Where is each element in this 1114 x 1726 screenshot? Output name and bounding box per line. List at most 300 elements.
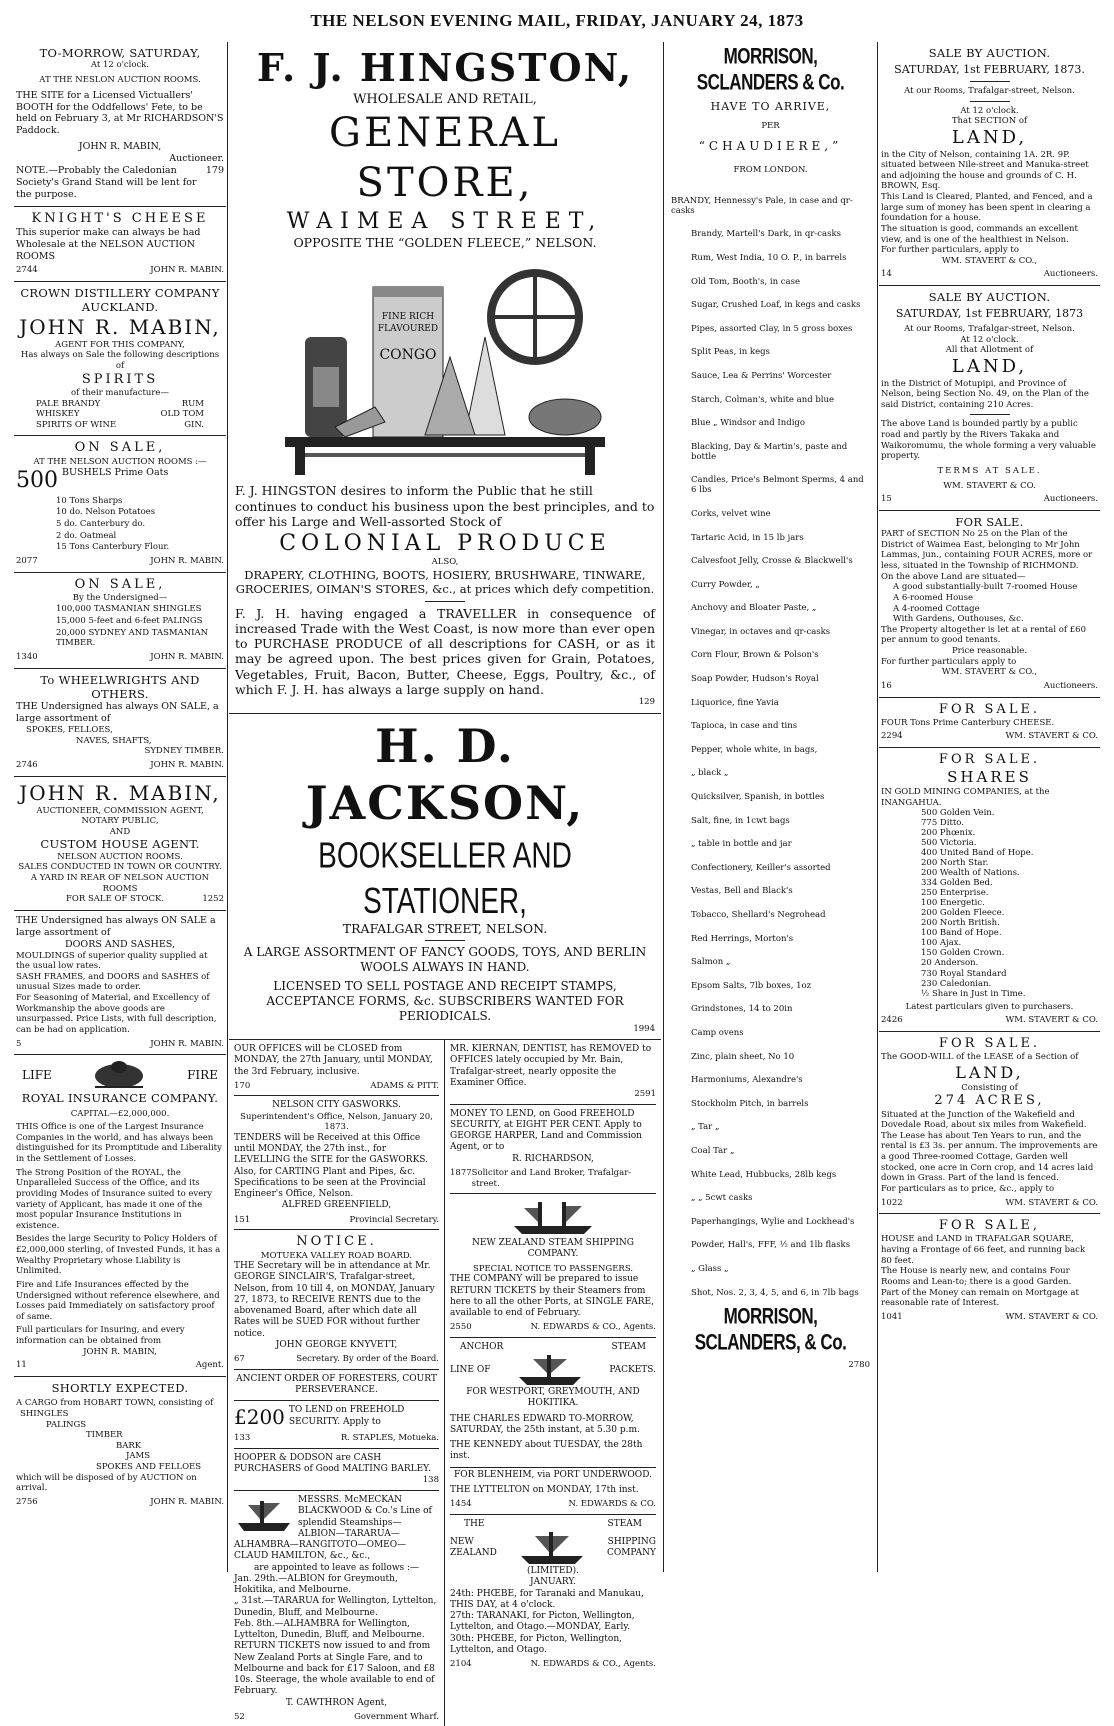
small-ads-left — [229, 1040, 445, 1726]
goods-item: Harmoniums, Alexandre's — [691, 1075, 803, 1086]
ad-for-sale-house — [879, 1214, 1100, 1327]
share-item: ½ Share in Just in Time. — [921, 988, 1026, 999]
goods-item: Zinc, plain sheet, No 10 — [691, 1051, 795, 1062]
ad-signature: T. CAWTHRON Agent, — [285, 1697, 388, 1708]
ad-number: 2756 — [16, 1496, 38, 1507]
ad-ship: “CHAUDIERE,” — [698, 139, 843, 153]
ad-title: SHORTLY EXPECTED. — [51, 1380, 189, 1395]
ad-title: MORRISON, SCLANDERS & Co. — [696, 44, 845, 95]
column-1 — [14, 42, 226, 1572]
ad-line: BUSHELS Prime Oats — [62, 467, 169, 479]
ad-opposite: OPPOSITE THE “GOLDEN FLEECE,” NELSON. — [293, 235, 597, 251]
ad-title: DOORS AND SASHES, — [65, 938, 175, 950]
ad-body: THE COMPANY will be prepared to issue RETURN TICKETS by their Steamers from here to all the other Ports, at SINGLE FARE, available to end of February. — [450, 1274, 654, 1318]
ad-role: Auctioneers. — [1043, 494, 1098, 505]
ad-time: At 12 o'clock. — [90, 60, 150, 71]
list-item: 20,000 SYDNEY AND TASMANIAN TIMBER. — [56, 627, 209, 649]
ad-name: JOHN R. MABIN, — [19, 314, 221, 339]
goods-item: Rum, West India, 10 O. P., in barrels — [691, 252, 847, 263]
tin-label-1: FINE RICH — [381, 311, 435, 322]
ad-title: ROYAL INSURANCE COMPANY. — [21, 1091, 219, 1106]
ad-signature: WM. STAVERT & CO., — [941, 667, 1038, 678]
goods-item: Red Herrings, Morton's — [691, 933, 794, 944]
ad-line: FOR SALE OF STOCK. — [66, 894, 165, 905]
goods-item: Pepper, whole white, in bags, — [691, 744, 818, 755]
ad-shortly-expected — [14, 1377, 226, 1513]
ad-land: LAND, — [955, 1062, 1024, 1082]
ad-number: 1022 — [881, 1197, 903, 1208]
goods-item: Confectionery, Keiller's assorted — [691, 862, 831, 873]
ad-body: THE Secretary will be in attendance at Mr. GEORGE SINCLAIR'S, Trafalgar-street, Nelson, from 10 till 4, on MONDAY, January 27, 1873, to RECEIVE RENTS due to the abovenamed Board, after which date all Rates will be SUED FOR without further notice. — [234, 1261, 435, 1339]
ad-body: This superior make can always be had Wholesale at the NELSON AUCTION ROOMS — [16, 226, 201, 262]
ad-paragraph: On the above Land are situated— — [881, 571, 1026, 582]
spirit-item: RUM — [181, 398, 204, 409]
goods-item: Anchovy and Bloater Paste, „ — [691, 603, 817, 614]
ad-hingston — [229, 42, 661, 714]
ad-time: At 12 o'clock. — [960, 334, 1019, 345]
goods-item: Epsom Salts, 7lb boxes, 1oz — [691, 980, 812, 991]
column-3 — [665, 42, 876, 1572]
goods-item: Corn Flour, Brown & Polson's — [691, 650, 819, 661]
ad-street: TRAFALGAR STREET, NELSON. — [342, 920, 548, 936]
share-item: 20 Anderson. — [921, 958, 979, 969]
ad-for-sale-shares — [879, 748, 1100, 1032]
ad-signature: JOHN R. MABIN, — [78, 141, 162, 153]
small-ads-right — [445, 1040, 661, 1726]
ad-title: ON SALE, — [74, 440, 166, 456]
goods-item: Tobacco, Shellard's Negrohead — [691, 910, 826, 921]
list-item: BARK — [116, 1440, 142, 1451]
goods-item: Corks, velvet wine — [691, 508, 771, 519]
ad-number: 1454 — [450, 1499, 472, 1510]
spirit-item: SPIRITS OF WINE — [36, 419, 117, 430]
goods-item: Shot, Nos. 2, 3, 4, 5, and 6, in 7lb bags — [691, 1287, 859, 1298]
list-item: 10 do. Nelson Potatoes — [56, 507, 156, 518]
ad-body: THE Undersigned has always ON SALE, a large assortment of — [16, 701, 219, 725]
goods-list — [671, 189, 870, 1304]
ad-footer: MORRISON, SCLANDERS, & Co. — [694, 1304, 847, 1356]
ad-name: H. D. JACKSON, — [305, 718, 585, 831]
list-item: 15 Tons Canterbury Flour. — [56, 542, 170, 553]
ad-number: 5 — [16, 1038, 22, 1049]
ad-number: 2591 — [634, 1089, 656, 1099]
ad-life: LIFE — [22, 1067, 52, 1082]
sailing-item: THE LYTTELTON on MONDAY, 17th inst. — [450, 1484, 639, 1495]
goods-item: „ Glass „ — [691, 1263, 729, 1274]
ad-title: BOOKSELLER AND STATIONER, — [318, 834, 572, 921]
list-item: TIMBER — [86, 1430, 123, 1441]
share-item: 250 Enterprise. — [921, 888, 989, 899]
ad-sub: By the Undersigned— — [72, 592, 168, 603]
ad-knights-cheese — [14, 207, 226, 283]
goods-item: Coal Tar „ — [691, 1145, 735, 1156]
list-item: With Gardens, Outhouses, &c. — [893, 614, 1024, 625]
list-item: 15,000 5-feet and 6-feet PALINGS — [56, 616, 203, 626]
ad-number: 67 — [234, 1354, 245, 1365]
goods-item: Quicksilver, Spanish, in bottles — [691, 792, 825, 803]
ad-signature: WM. STAVERT & CO. — [1005, 1197, 1098, 1208]
column-rule — [877, 42, 878, 1572]
ad-paragraph: PART of SECTION No 25 on the Plan of the District of Waimea East, belonging to Mr John Lammas, jun., containing FOUR ACRES, more or less, situated in the Township of RICHMOND. — [881, 529, 1093, 571]
ad-word: ANCHOR — [460, 1341, 504, 1352]
ad-paragraph: in the City of Nelson, containing 1A. 2R. 9P. situated between Nile-street and Manuka-street and adjoining the house and grounds of C. H. BROWN, Esq. — [881, 149, 1089, 192]
spirit-item: GIN. — [184, 419, 204, 430]
ad-sub: SPECIAL NOTICE TO PASSENGERS. — [472, 1263, 634, 1274]
ad-paragraph: F. J. H. having engaged a TRAVELLER in consequence of increased Trade with the West Coast, is now more than ever open to PURCHASE PRODUCE of all descriptions for CASH, or as it may be agreed upon. The best prices given for Grain, Potatoes, Vegetables, Fruit, Bacon, Butter, Cheese, Eggs, Poultry, &c., of which F. J. H. has always a large supply on hand. — [235, 605, 655, 697]
ad-title: FOR SALE. — [938, 752, 1041, 767]
ad-role: Auctioneers. — [1043, 680, 1098, 691]
divider — [970, 101, 1010, 102]
ad-paragraph: A LARGE ASSORTMENT OF FANCY GOODS, TOYS, AND BERLIN WOOLS ALWAYS IN HAND. — [243, 945, 647, 975]
share-item: 150 Golden Crown. — [921, 948, 1005, 959]
column-rule — [663, 42, 664, 1572]
steamship-icon — [234, 1495, 294, 1533]
ad-big-number: £200 — [234, 1405, 285, 1430]
goods-item: Vestas, Bell and Black's — [691, 886, 793, 897]
ad-title: FOR SALE, — [938, 1218, 1041, 1234]
ad-role: Auctioneer. — [169, 153, 224, 164]
ad-sale-nelson-land — [879, 42, 1100, 286]
goods-item: Old Tom, Booth's, in case — [691, 276, 801, 287]
list-item: A good substantially-built 7-roomed House — [893, 582, 1078, 593]
goods-item: „ black „ — [691, 768, 729, 779]
ad-terms: TERMS AT SALE. — [937, 465, 1042, 476]
ad-on-sale-timber — [14, 573, 226, 669]
ad-title: ON SALE, — [74, 576, 166, 592]
ad-tail: which will be disposed of by AUCTION on arrival. — [16, 1472, 197, 1494]
sailing-item: THE CHARLES EDWARD TO-MORROW, SATURDAY, the 25th instant, at 5.30 p.m. — [450, 1413, 640, 1435]
ad-word: STEAM — [607, 1518, 642, 1529]
ad-signature: JOHN R. MABIN, — [83, 1346, 157, 1357]
ad-paragraph: HOUSE and LAND in TRAFALGAR SQUARE, having a Frontage of 66 feet, and running back 80 feet. — [881, 1234, 1086, 1266]
ad-word: THE — [464, 1518, 485, 1529]
ad-number: 2744 — [16, 265, 38, 276]
ad-line: AND — [109, 826, 131, 837]
share-item: 775 Ditto. — [921, 818, 964, 829]
ad-signature: ALFRED GREENFIELD, — [281, 1200, 392, 1211]
ad-body: FOUR Tons Prime Canterbury CHEESE. — [881, 717, 1055, 728]
goods-item: Tapioca, in case and tins — [691, 721, 798, 732]
ad-venue: At our Rooms, Trafalgar-street, Nelson. — [904, 86, 1075, 97]
spirit-item: OLD TOM — [160, 409, 204, 420]
sailing-item: THE KENNEDY about TUESDAY, the 28th inst. — [450, 1440, 643, 1462]
spirit-item: PALE BRANDY — [36, 398, 101, 409]
ad-venue: AT THE NELSON AUCTION ROOMS :— — [33, 456, 207, 467]
ad-role: Auctioneers. — [1043, 269, 1098, 280]
share-item: 200 North British. — [921, 918, 1000, 929]
ad-line: A YARD IN REAR OF NELSON AUCTION ROOMS — [30, 873, 210, 894]
list-item: SPOKES AND FELLOES — [96, 1462, 202, 1472]
share-item: 334 Golden Bed. — [921, 878, 993, 889]
sailing-item: Jan. 29th.—ALBION for Greymouth, Hokitika, and Melbourne. — [234, 1573, 398, 1595]
ad-body: MONEY TO LEND, on Good FREEHOLD SECURITY, at EIGHT PER CENT. Apply to GEORGE HARPER, Land and Commission Agent, or to — [450, 1108, 642, 1153]
ad-signature: JOHN R. MABIN. — [150, 651, 224, 662]
ad-paragraph: For further particulars, apply to — [881, 245, 1019, 256]
ad-date: SATURDAY, 1st FEBRUARY, 1873 — [895, 307, 1084, 321]
ad-venue: AT THE NESLON AUCTION ROOMS. — [39, 75, 201, 85]
column-4 — [879, 42, 1100, 1572]
tin-label-2: FLAVOURED — [377, 323, 439, 334]
ad-paragraph: The above Land is bounded partly by a public road and partly by the Rivers Takaka and Waikoromumu, the whole forming a very valuable property. — [881, 419, 1096, 462]
share-item: 730 Royal Standard — [921, 968, 1007, 979]
list-item: A 6-roomed House — [893, 592, 974, 603]
ad-signature: JOHN R. MABIN. — [150, 759, 224, 770]
ad-role: Solicitor and Land Broker, Trafalgar-street. — [471, 1167, 632, 1189]
ad-title: TO-MORROW, SATURDAY, — [39, 46, 201, 60]
ad-paragraph: RETURN TICKETS now issued to and from New Zealand Ports at Single Fare, and to Melbourne and back for £17 Saloon, and £8 10s. Steerage, the whole available to end of February. — [234, 1641, 435, 1697]
ad-paragraph: The Strong Position of the ROYAL, the Unparalleled Success of the Office, and its providing Modes of Insurance suited to every variety of Applicant, has made it one of the most popular Insurance Institutions in existence. — [16, 1167, 213, 1231]
ad-sub: (LIMITED). — [527, 1566, 579, 1576]
ad-title: SALE BY AUCTION. — [928, 46, 1051, 60]
ad-title: KNIGHT'S CHEESE — [31, 210, 209, 226]
ad-auction-booth — [14, 42, 226, 207]
ad-number: 133 — [234, 1433, 251, 1444]
sailing-item: 24th: PHŒBE, for Taranaki and Manukau, THIS DAY, at 4 o'clock. — [450, 1588, 644, 1610]
goods-item: White Lead, Hubbucks, 28lb kegs — [691, 1169, 837, 1180]
ad-paragraph: For Seasoning of Material, and Excellency of Workmanship the above goods are unsurpassed. Price Lists, with full description, can be had on application. — [16, 993, 217, 1035]
goods-item: Liquorice, fine Yavia — [691, 697, 779, 708]
shares-list — [881, 808, 1098, 998]
ad-for-sale-richmond — [879, 511, 1100, 698]
ad-number: 11 — [16, 1360, 27, 1371]
ad-paragraph: Fire and Life Insurances effected by the Undersigned without reference elsewhere, and Losses paid Immediately on satisfactory proof of same. — [16, 1279, 220, 1322]
ad-paragraph: SASH FRAMES, and DOORS and SASHES of unusual Sizes made to order. — [16, 971, 210, 993]
masthead-title: THE NELSON EVENING MAIL, FRIDAY, JANUARY 24, 1873 — [310, 11, 804, 30]
ad-number: 129 — [638, 697, 655, 708]
ad-body: TO LEND on FREEHOLD SECURITY. Apply to — [288, 1405, 405, 1427]
tin-label-3: CONGO — [379, 346, 437, 363]
ad-line: SALES CONDUCTED IN TOWN OR COUNTRY. — [18, 862, 222, 873]
ad-number: 2746 — [16, 759, 38, 770]
ad-land: LAND, — [951, 127, 1028, 148]
ad-paragraph: THIS Office is one of the Largest Insurance Companies in the world, and has always been distinguished for its Promptitude and Liberality in the Settlement of Losses. — [16, 1122, 222, 1164]
goods-item: Grindstones, 14 to 20in — [691, 1004, 793, 1015]
ad-number: 1340 — [16, 651, 38, 662]
ad-royal-insurance — [14, 1055, 226, 1377]
ad-shares: SHARES — [947, 768, 1032, 787]
ad-date: SATURDAY, 1st FEBRUARY, 1873. — [894, 63, 1085, 77]
goods-item: Sauce, Lea & Perrins' Worcester — [691, 370, 832, 381]
share-item: 200 Phœnix. — [921, 828, 976, 839]
ad-sub: FOR WESTPORT, GREYMOUTH, AND HOKITIKA. — [466, 1387, 640, 1409]
goods-item: Vinegar, in octaves and qr-casks — [691, 626, 831, 637]
ad-sub: HAVE TO ARRIVE, — [710, 100, 831, 113]
ad-paragraph: Besides the large Security to Policy Holders of £2,000,000 sterling, of Invested Funds, it has a Wealthy Proprietary whose Liability is Unlimited. — [16, 1234, 221, 1277]
ad-paragraph: Price reasonable. — [951, 646, 1028, 656]
divider — [425, 601, 465, 602]
ad-role: Secretary. By order of the Board. — [296, 1354, 439, 1365]
ad-also: ALSO, — [431, 557, 459, 568]
divider — [425, 940, 465, 941]
divider — [970, 414, 1010, 415]
goods-item: Blacking, Day & Martin's, paste and bottle — [691, 441, 848, 462]
ad-signature: WM. STAVERT & CO. — [943, 480, 1036, 491]
ad-role: Government Wharf. — [354, 1711, 439, 1722]
ad-signature: N. EDWARDS & CO. — [568, 1499, 656, 1510]
ad-number: 15 — [881, 494, 892, 505]
ad-number: 1994 — [633, 1024, 655, 1035]
ad-paragraph: DRAPERY, CLOTHING, BOOTS, HOSIERY, BRUSHWARE, TINWARE, GROCERIES, OIMAN'S STORES, &c., at prices which defy competition. — [235, 567, 655, 597]
ad-signature: WM. STAVERT & CO. — [1005, 1015, 1098, 1026]
ad-crown-distillery — [14, 282, 226, 436]
share-item: 100 Energetic. — [921, 898, 985, 909]
ad-acres: 274 ACRES, — [934, 1093, 1045, 1109]
share-item: 100 Ajax. — [921, 938, 962, 949]
list-item: 10 Tons Sharps — [56, 495, 123, 506]
ad-on-sale-oats — [14, 436, 226, 572]
small-ads-area — [229, 1040, 661, 1726]
ad-paragraph: For particulars as to price, &c., apply to — [881, 1183, 1055, 1194]
goods-item: Curry Powder, „ — [691, 579, 760, 590]
ad-body: HOOPER & DODSON are CASH PURCHASERS of Good MALTING BARLEY. — [234, 1452, 431, 1475]
goods-item: Tartaric Acid, in 15 lb jars — [691, 532, 804, 543]
column-rule — [227, 42, 228, 1572]
spirit-item: WHISKEY — [36, 409, 80, 420]
ad-line: NELSON AUCTION ROOMS. — [57, 851, 183, 862]
ad-word: STEAM — [611, 1341, 646, 1352]
ad-sub: WHOLESALE AND RETAIL, — [353, 91, 537, 107]
ad-number: 2780 — [848, 1360, 870, 1371]
ad-word: LINE OF — [450, 1364, 491, 1375]
goods-item: „ Tar „ — [691, 1122, 720, 1133]
share-item: 200 Wealth of Nations. — [921, 868, 1020, 879]
ad-title: SALE BY AUCTION. — [928, 290, 1051, 304]
ad-paragraph: in the District of Motupipi, and Province of Nelson, being Section No. 49, on the Plan of the said District, containing 210 Acres. — [881, 378, 1089, 410]
goods-item: Powder, Hall's, FFF, ½ and 1lb flasks — [691, 1240, 851, 1251]
ad-note: NOTE.—Probably the Caledonian Society's Grand Stand will be lent for the purpose. — [16, 164, 197, 200]
ad-body: A CARGO from HOBART TOWN, consisting of — [16, 1398, 214, 1409]
ad-signature: JOHN R. MABIN. — [150, 1496, 224, 1507]
goods-item: Sugar, Crushed Loaf, in kegs and casks — [691, 300, 861, 311]
sailing-item: „ 31st.—TARARUA for Wellington, Lyttelton, Dunedin, Bluff, and Melbourne. — [234, 1596, 437, 1618]
ad-signature: N. EDWARDS & CO., Agents. — [530, 1322, 656, 1333]
ad-title: NELSON CITY GASWORKS. — [272, 1100, 401, 1111]
ad-produce: COLONIAL PRODUCE — [279, 530, 611, 556]
ad-sub: That SECTION of — [951, 116, 1028, 127]
ad-number: 2426 — [881, 1015, 903, 1026]
ad-name: F. J. HINGSTON, — [256, 45, 634, 90]
goods-item: Camp ovens — [691, 1027, 744, 1038]
ad-paragraph: TENDERS will be Received at this Office until MONDAY, the 27th inst., for LEVELLING the SITE for the GASWORKS. — [234, 1132, 429, 1166]
ad-big-number: 500 — [16, 468, 58, 494]
share-item: 200 North Star. — [921, 858, 989, 869]
list-item: 100,000 TASMANIAN SHINGLES — [56, 604, 202, 615]
list-item: 2 do. Oatmeal — [56, 530, 117, 541]
goods-item: Candles, Price's Belmont Sperms, 4 and 6 lbs — [691, 475, 864, 496]
ad-jackson — [229, 714, 661, 1040]
steamship-icon — [508, 1198, 598, 1238]
ad-sub: of their manufacture— — [71, 387, 169, 398]
column-2 — [229, 42, 661, 1722]
goods-item: Salmon „ — [691, 957, 731, 968]
share-item: 400 United Band of Hope. — [921, 848, 1034, 859]
ad-paragraph: Also, for CARTING Plant and Pipes, &c. Specifications to be seen at the Provincial Engineer's Office, Nelson. — [234, 1166, 426, 1200]
ad-venue: At our Rooms, Trafalgar-street, Nelson. — [904, 324, 1075, 335]
ad-word: PACKETS. — [609, 1364, 656, 1375]
ad-title: NOTICE. — [296, 1234, 377, 1250]
ad-body: OUR OFFICES will be CLOSED from MONDAY, the 27th January, until MONDAY, the 3rd February, inclusive. — [234, 1044, 433, 1077]
ad-paragraph: Full particulars for Insuring, and every information can be obtained from — [16, 1325, 185, 1346]
ad-paragraph: This Land is Cleared, Planted, and Fenced, and a large sum of money has been spent in clearing a foundation for a house. — [881, 192, 1093, 224]
ad-paragraph: The Property altogether is let at a rental of £60 per annum to good tenants. — [881, 624, 1086, 646]
ad-word: COMPANY — [606, 1548, 656, 1558]
ad-number: 170 — [234, 1080, 251, 1091]
ad-number: 151 — [234, 1214, 251, 1225]
ad-body: MESSRS. McMECKAN BLACKWOOD & Co.'s Line of splendid Steamships—ALBION—TARARUA—ALHAMBRA—RANGITOTO—OMEO—CLAUD HAMILTON, &c., &c., — [234, 1495, 432, 1562]
ad-signature: WM. STAVERT & CO. — [1005, 731, 1098, 742]
ad-sub: Consisting of — [961, 1082, 1018, 1093]
share-item: 100 Band of Hope. — [921, 928, 1002, 939]
ad-number: 2550 — [450, 1322, 472, 1333]
ad-line: CUSTOM HOUSE AGENT. — [40, 837, 200, 852]
ad-sub: MOTUEKA VALLEY ROAD BOARD. — [260, 1250, 413, 1261]
ad-foresters: ANCIENT ORDER OF FORESTERS, COURT PERSEVERANCE. — [234, 1370, 439, 1402]
ad-signature: JOHN R. MABIN. — [150, 555, 224, 566]
ad-spirits: SPIRITS — [81, 371, 159, 387]
ad-word: NEW — [450, 1536, 474, 1547]
divider — [970, 81, 1010, 82]
goods-item: Brandy, Martell's Dark, in qr-casks — [691, 229, 841, 240]
ad-number: 138 — [422, 1475, 439, 1486]
royal-crest-icon — [89, 1059, 149, 1091]
ad-number: 2294 — [881, 731, 903, 742]
ad-signature: JOHN GEORGE KNYVETT, — [275, 1339, 398, 1350]
ad-body: MR. KIERNAN, DENTIST, has REMOVED to OFFICES lately occupied by Mr. Bain, Trafalgar-street, nearly opposite the Examiner Office. — [450, 1044, 652, 1088]
ad-paragraph: Part of the Money can remain on Mortgage at reasonable rate of Interest. — [881, 1287, 1079, 1309]
share-item: 500 Victoria. — [921, 838, 977, 849]
ad-name: JOHN R. MABIN, — [19, 780, 221, 805]
ad-sub: FOR BLENHEIM, via PORT UNDERWOOD. — [450, 1467, 656, 1481]
ad-line: SYDNEY TIMBER. — [144, 746, 224, 757]
ad-line: NOTARY PUBLIC, — [81, 816, 159, 827]
ad-title: FOR SALE. — [938, 701, 1041, 717]
list-item: SHINGLES — [20, 1408, 69, 1419]
ad-paragraph: The House is nearly new, and contains Four Rooms and Lean-to; there is a good Garden. — [881, 1266, 1072, 1287]
ad-signature: WM. STAVERT & CO. — [1005, 1311, 1098, 1322]
ad-for-sale-lease — [879, 1032, 1100, 1214]
ad-line: SPOKES, FELLOES, — [26, 725, 113, 735]
ad-signature: ADAMS & PITT. — [370, 1080, 439, 1091]
ad-number: 1877 — [450, 1167, 472, 1178]
goods-item: Stockholm Pitch, in barrels — [691, 1098, 809, 1109]
ad-line: AUCTIONEER, COMMISSION AGENT, — [36, 805, 204, 816]
ad-sub: are appointed to leave as follows :— — [253, 1562, 420, 1573]
ad-paragraph: The Lease has about Ten Years to run, and the rental is £3 3s. per annum. The improvements are a good Three-roomed Cottage, Garden well stocked, one acre in Corn crop, and 14 acres laid down in Grass. Part of the land is fenced. — [881, 1130, 1098, 1184]
ad-number: 14 — [881, 269, 892, 280]
ad-word: SHIPPING — [607, 1536, 656, 1547]
ad-mabin-auctioneer — [14, 777, 226, 911]
ad-paragraph: For further particulars apply to — [881, 656, 1017, 667]
ad-paragraph: LICENSED TO SELL POSTAGE AND RECEIPT STAMPS, ACCEPTANCE FORMS, &c. SUBSCRIBERS WANTED FOR PERIODICALS. — [266, 979, 624, 1024]
ad-title: NEW ZEALAND STEAM SHIPPING COMPANY. — [472, 1238, 634, 1260]
ad-title: GENERAL STORE, — [329, 109, 561, 206]
goods-item: „ table in bottle and jar — [691, 839, 792, 850]
share-item: 200 Golden Fleece. — [921, 908, 1005, 919]
ad-capital: CAPITAL—£2,000,000. — [70, 1108, 170, 1119]
goods-item: Blue „ Windsor and Indigo — [691, 418, 805, 429]
goods-item: BRANDY, Hennessy's Pale, in case and qr-casks — [671, 195, 853, 216]
ad-role: Provincial Secretary. — [349, 1214, 439, 1225]
ad-signature: R. RICHARDSON, — [512, 1153, 594, 1164]
ad-title: FOR SALE. — [938, 1035, 1041, 1051]
goods-item: Calvesfoot Jelly, Crosse & Blackwell's — [691, 556, 853, 567]
ad-paragraph: F. J. HINGSTON desires to inform the Public that he still continues to conduct his business upon the best principles, and to offer his Large and Well-assorted Stock of — [235, 482, 655, 530]
ad-title: To WHEELWRIGHTS AND OTHERS. — [40, 672, 200, 701]
ad-signature: JOHN R. MABIN. — [150, 265, 224, 276]
ad-sub: All that Allotment of — [945, 345, 1034, 356]
ad-street: WAIMEA STREET, — [286, 208, 604, 234]
ad-sub: FROM LONDON. — [733, 165, 808, 175]
